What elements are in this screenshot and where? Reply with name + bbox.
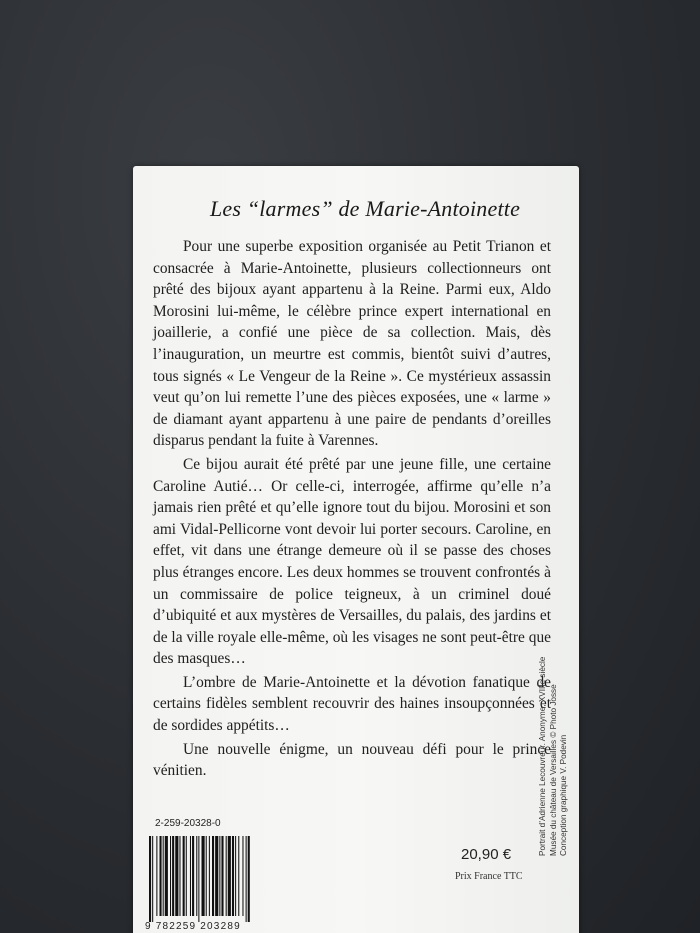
blurb-paragraph-1: Pour une superbe exposition organisée au Petit Trianon et consacrée à Marie-Antoinette, plusieurs collectionneurs ont prêté des bijoux ayant appartenu à la Reine. Parmi eux, Aldo Morosini lui-même, le célèbre prince expert international en joaillerie, a confié une pièce de sa collection. Mais, dès l’inauguration, un meurtre est commis, bientôt suivi d’autres, tous signés « Le Vengeur de la Reine ». Ce mystérieux assassin veut qu’on lui remette l’une des pièces exposées, une « larme » de diamant ayant appartenu à une paire de pendants d’oreilles disparus pendant la fuite à Varennes. — [153, 238, 551, 450]
barcode — [145, 834, 283, 922]
book-title: Les “larmes” de Marie-Antoinette — [209, 196, 521, 221]
credit-line-1: Portrait d’Adrienne Lecouvreur. Anonyme, XVIIIe siècle — [538, 656, 547, 856]
barcode-bars — [145, 834, 283, 922]
credit-line-2: Musée du château de Versailles © Photo Josse — [548, 684, 558, 856]
blurb-paragraph-3: L’ombre de Marie-Antoinette et la dévotion fanatique de certains fidèles semblent recouvrir des haines insoupçonnées et de sordides appétits… — [153, 673, 551, 735]
book-back-cover — [133, 166, 579, 933]
credit-line-3: Conception graphique V. Podevin — [559, 734, 568, 856]
price: 20,90 € — [461, 846, 512, 863]
blurb — [153, 236, 551, 782]
blurb-paragraph-2: Ce bijou aurait été prêté par une jeune fille, une certaine Caroline Autié… Or celle-ci, interrogée, affirme qu’elle n’a jamais rien prêté et qu’elle ignore tout du bijou. Morosini et son ami Vidal-Pellicorne vont devoir lui porter secours. Caroline, en effet, vit dans une étrange demeure où il se passe des choses plus étranges encore. Les deux hommes se trouvent confrontés à un commissaire de police teigneux, à un criminel doué d’ubiquité et aux mystères de Versailles, du palais, des jardins et de la ville royale elle-même, où les visages ne sont peut-être que des masques… — [153, 455, 551, 668]
isbn-text: 2-259-20328-0 — [155, 818, 221, 829]
blurb-paragraph-4: Une nouvelle énigme, un nouveau défi pour le prince vénitien. — [153, 740, 551, 780]
price-label: Prix France TTC — [455, 871, 523, 882]
barcode-number: 9 782259 203289 — [145, 921, 241, 932]
